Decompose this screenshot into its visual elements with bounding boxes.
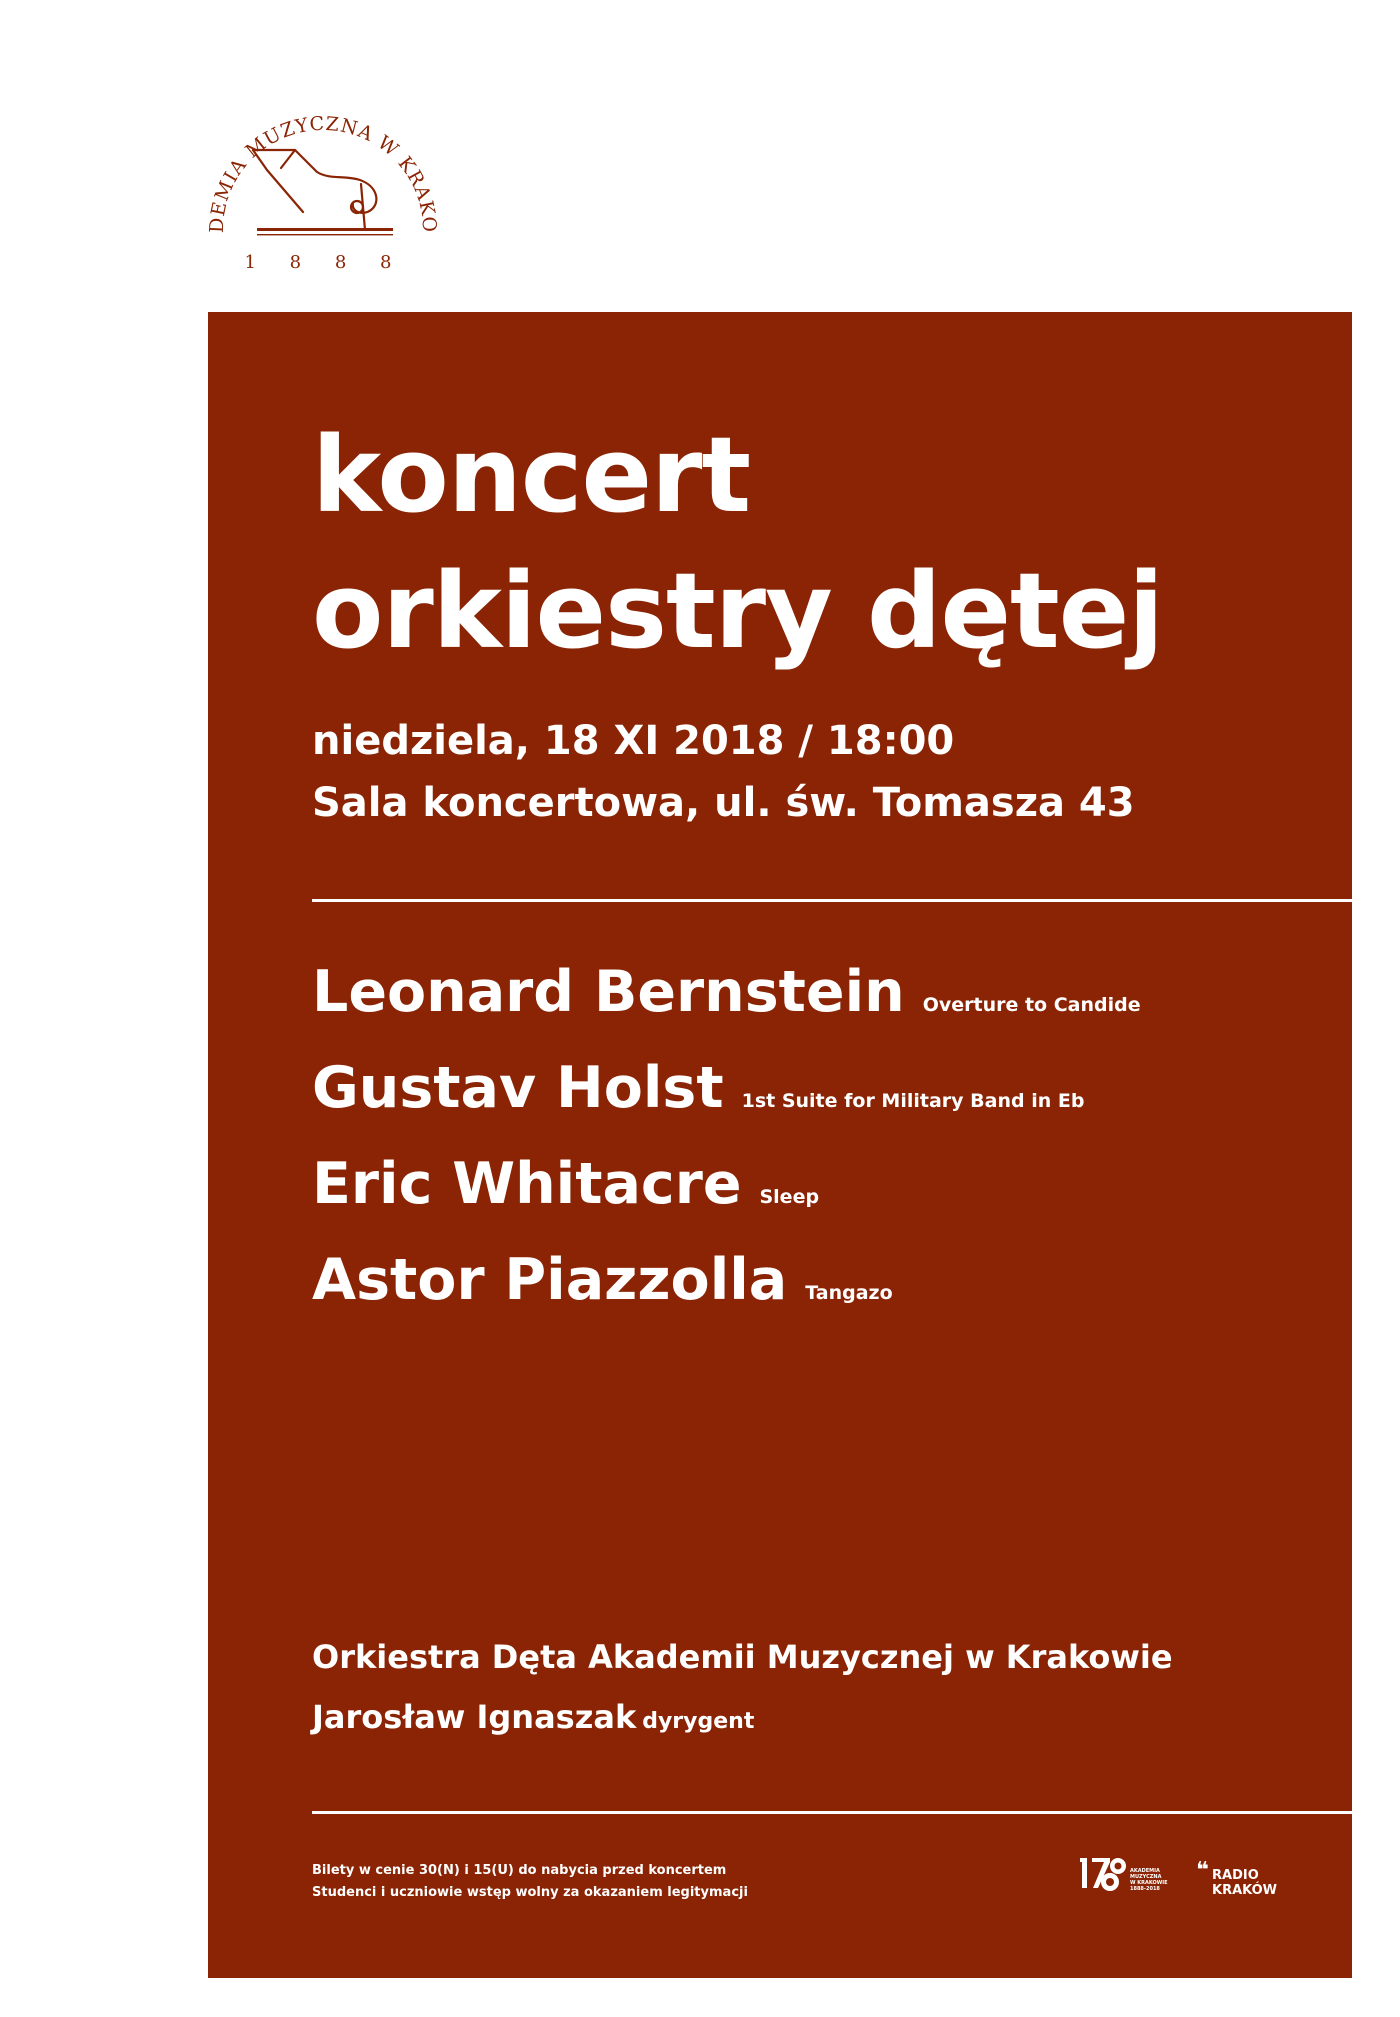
- academy-logo-mark: [195, 80, 445, 295]
- title-line-1: koncert: [312, 414, 751, 536]
- program-item: [312, 1144, 1141, 1240]
- event-date-time: niedziela, 18 XI 2018 / 18:00: [312, 718, 955, 764]
- conductor-line: [312, 1687, 1173, 1752]
- event-info: [312, 710, 1135, 834]
- composer-name: Eric Whitacre: [312, 1151, 742, 1217]
- orchestra-name: Orkiestra Dęta Akademii Muzycznej w Krakowie: [312, 1638, 1173, 1676]
- poster-panel: [208, 312, 1352, 1978]
- composer-name: Gustav Holst: [312, 1055, 724, 1121]
- conductor-role: dyrygent: [642, 1709, 755, 1734]
- composer-name: Leonard Bernstein: [312, 959, 905, 1025]
- work-title: Overture to Candide: [922, 994, 1141, 1016]
- ticket-price-line: Bilety w cenie 30(N) i 15(U) do nabycia przed koncertem: [312, 1863, 727, 1878]
- divider-bottom: [312, 1811, 1352, 1814]
- radio-line-2: KRAKÓW: [1212, 1883, 1278, 1898]
- program-item: [312, 1240, 1141, 1336]
- program-list: [312, 952, 1141, 1336]
- work-title: 1st Suite for Military Band in Eb: [741, 1090, 1085, 1112]
- radio-krakow-text: [1212, 1868, 1277, 1898]
- title-line-2: orkiestry dętej: [312, 550, 1163, 672]
- work-title: Sleep: [759, 1186, 820, 1208]
- program-item: [312, 1048, 1141, 1144]
- academy-logo: [195, 80, 445, 295]
- performers: [312, 1627, 1173, 1752]
- radio-krakow-logo: [1196, 1860, 1286, 1908]
- ticket-info: [312, 1860, 748, 1904]
- quote-icon: ❝: [1196, 1858, 1209, 1883]
- ticket-students-line: Studenci i uczniowie wstęp wolny za okazaniem legitymacji: [312, 1885, 748, 1900]
- logo-arc-text: DEMIA MUZYCZNA W KRAKO: [205, 112, 441, 234]
- program-item: [312, 952, 1141, 1048]
- anniversary-text: AKADEMIA MUZYCZNA W KRAKOWIE 1888-2018: [1130, 1868, 1168, 1892]
- radio-line-1: RADIO: [1212, 1868, 1259, 1883]
- anniversary-logo: [1080, 1852, 1180, 1912]
- svg-text:AKADEMIA MUZYCZNA W KRAKOWIE: [195, 80, 440, 234]
- composer-name: Astor Piazzolla: [312, 1247, 788, 1313]
- conductor-name: Jarosław Ignaszak: [312, 1698, 637, 1736]
- work-title: Tangazo: [805, 1282, 893, 1304]
- event-venue: Sala koncertowa, ul. św. Tomasza 43: [312, 780, 1135, 826]
- divider-top: [312, 899, 1352, 902]
- poster-title: [312, 407, 1163, 679]
- logo-year: 1 8 8 8: [244, 252, 406, 273]
